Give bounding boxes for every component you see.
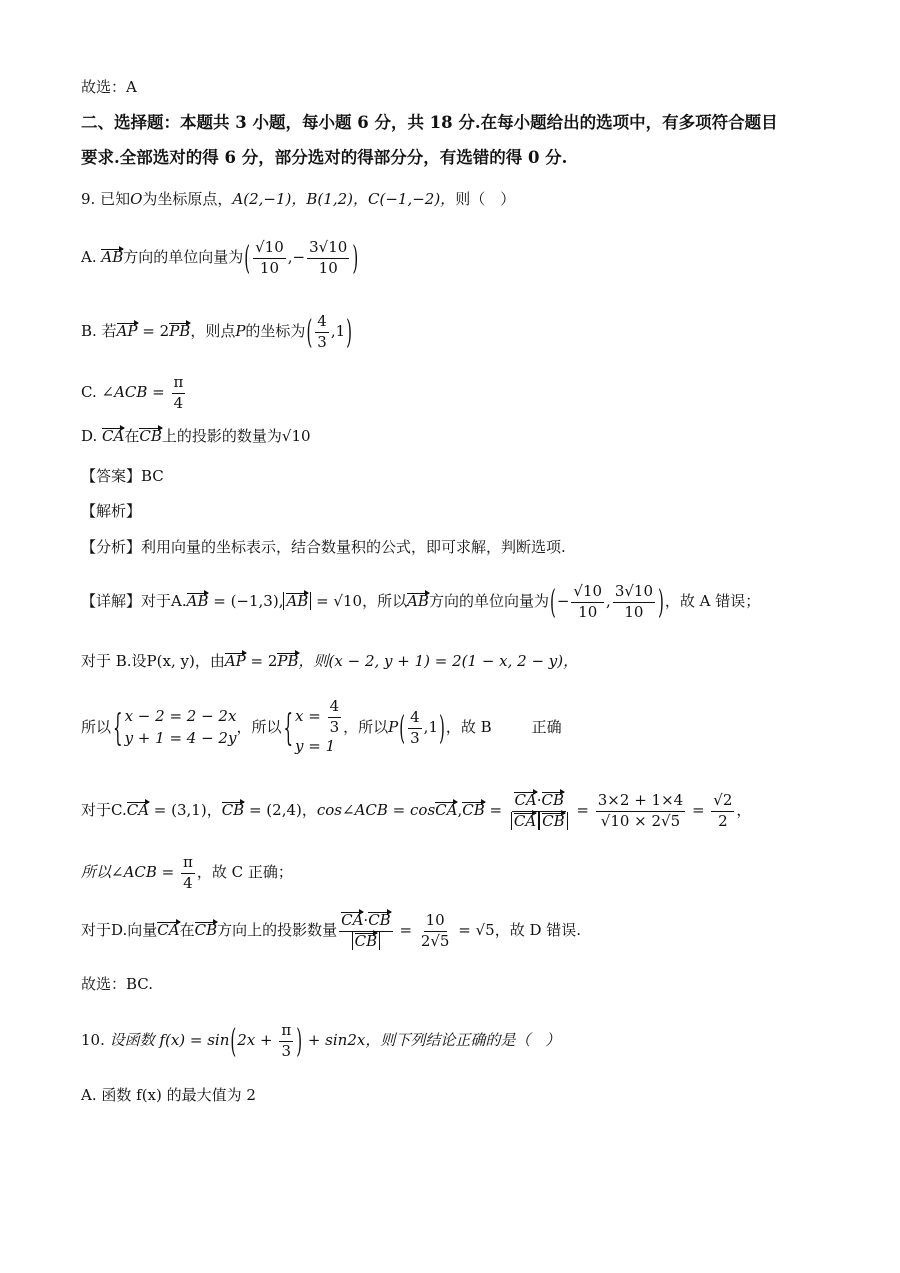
detail-a-line: 【详解】对于A.AB = (−1,3), AB = √10，所以AB方向的单位向量为(− $\frac{√10}{10}$ , $\frac{3√10}{10}$ )，故 A 错误；: [81, 582, 761, 622]
detail-a-abs: AB: [286, 592, 309, 610]
option-c-expr: ∠ACB =: [101, 383, 170, 401]
vector-pb: PB: [169, 322, 191, 340]
detail-b2-pre: 所以: [81, 718, 112, 736]
detail-a-len: = √10，所以: [311, 592, 408, 610]
q9-stem-end: 则（ ）: [455, 190, 516, 208]
detail-c-line: 对于C.CA = (3,1)，CB = (2,4)，cos∠ACB = cosCA,CB = $\frac{CA\cdot CB}{\text{CA CB}}$ = $\frac{3\times 2 + 1\times 4}{√10 \times 2√5}$ = $\frac{√2}{2}$ ，: [81, 791, 752, 830]
option-b-tail: ,1: [330, 322, 346, 340]
section-header-line1: 二、选择题：本题共 3 小题，每小题 6 分，共 18 分.在每小题给出的选项中，有多项符合题目: [81, 113, 778, 132]
detail-c-vec1: CA: [126, 801, 150, 819]
option-b-label: B.: [81, 322, 97, 340]
detail-b-vec1: AP: [224, 652, 246, 670]
detail-c2-end: ，故 C 正确；: [196, 863, 293, 881]
option-b-eq: = 2: [137, 322, 170, 340]
q9-point-a: A(2,−1)，: [232, 190, 307, 208]
section-header-line2: 要求.全部选对的得 6 分，部分选对的得部分分，有选错的得 0 分.: [81, 148, 568, 167]
detail-c-frac2: $\frac{3\times 2 + 1\times 4}{√10 \times 2√5}$: [597, 791, 684, 830]
frac-c: $\frac{\pi}{4}$: [173, 373, 184, 412]
detail-c-val1: = (3,1)，: [149, 801, 222, 819]
detail-c-val2: = (2,4)，: [244, 801, 317, 819]
option-d-value: √10: [281, 427, 311, 445]
detail-c-cv2: CB: [462, 801, 485, 819]
detail-a-text: 方向的单位向量为: [428, 592, 549, 610]
detail-c-vec2: CB: [221, 801, 245, 819]
detail-b2-end2: 正确: [531, 718, 562, 736]
detail-c2-pre: 所以∠ACB =: [81, 863, 180, 881]
detail-b2-line: 所以 { x − 2 = 2 − 2x y + 1 = 4 − 2y ，所以 { x = $\frac{4}{3}$ y = 1 ，所以P( $\frac{4}{3}$ ,1)，故 B 正确: [81, 695, 562, 760]
q9-stem: [81, 188, 515, 210]
option-c-label: C.: [81, 383, 97, 401]
detail-b2-tail: ,1: [423, 718, 438, 736]
q9-analysis: 【分析】利用向量的坐标表示，结合数量积的公式，即可求解，判断选项.: [81, 538, 566, 556]
detail-d-frac1: $\frac{CA\cdot CB}{CB}$: [341, 911, 391, 950]
q9-analysis-heading: 【解析】: [81, 502, 142, 520]
point-p: P: [235, 322, 246, 340]
detail-c-eq2: =: [571, 801, 594, 819]
option-b-text2: 的坐标为: [245, 322, 306, 340]
option-b-if: 若: [101, 322, 117, 340]
detail-b2-mid: ，所以: [236, 718, 282, 736]
detail-a-vec2: AB: [407, 592, 429, 610]
vector-cb: CB: [139, 427, 162, 445]
detail-a-end: ，故 A 错误；: [664, 592, 761, 610]
detail-b-then: ，则(x − 2, y + 1) = 2(1 − x, 2 − y)，: [298, 652, 579, 670]
q10-number: 10.: [81, 1031, 105, 1049]
detail-d-result: = √5: [453, 921, 495, 939]
q9-answer: 【答案】BC: [81, 467, 164, 485]
detail-c-cos: cos∠ACB = cos: [316, 801, 436, 819]
detail-b-vec2: PB: [277, 652, 299, 670]
detail-a-val: = (−1,3),: [208, 592, 284, 610]
q9-number: 9.: [81, 190, 96, 208]
q9-point-b: B(1,2)，: [306, 190, 368, 208]
detail-b-line: [81, 650, 578, 672]
detail-c-pre: 对于C.: [81, 801, 127, 819]
detail-c2-line: [81, 852, 293, 892]
vector-ca: CA: [102, 427, 125, 445]
detail-a-pre: 【详解】对于A.: [81, 592, 187, 610]
q10-stem-b: 2x +: [237, 1031, 278, 1049]
detail-a-frac2: $\frac{3√10}{10}$: [614, 582, 654, 621]
q9-option-c: [81, 373, 187, 412]
frac-b: $\frac{4}{3}$: [317, 312, 327, 351]
option-d-text: 上的投影的数量为: [161, 427, 282, 445]
q9-option-a: A. AB方向的单位向量为( $\frac{√10}{10}$ ,− $\frac{3√10}{10}$ ): [81, 238, 359, 278]
vector-ap: AP: [116, 322, 138, 340]
option-d-zai: 在: [124, 427, 140, 445]
detail-d-vec1: CA: [157, 921, 180, 939]
detail-b2-end: ，故 B: [445, 718, 492, 736]
detail-d-line: 对于D.向量CA在CB方向上的投影数量 $\frac{CA\cdot CB}{CB}$ = $\frac{10}{2√5}$ = √5，故 D 错误.: [81, 911, 582, 950]
frac-2: $\frac{3√10}{10}$: [309, 238, 348, 277]
detail-a-frac1: $\frac{√10}{10}$: [573, 582, 603, 621]
detail-c-eq3: =: [687, 801, 710, 819]
q9-stem-b: 为坐标原点，: [142, 190, 233, 208]
detail-b2-mid2: ，所以: [343, 718, 389, 736]
q9-option-b: B. 若AP = 2PB，则点P的坐标为( $\frac{4}{3}$ ,1): [81, 312, 353, 352]
detail-d-frac2: $\frac{10}{2√5}$: [420, 911, 450, 950]
option-a-comma: ,−: [287, 248, 306, 266]
q9-origin: O: [130, 190, 143, 208]
frac-1: $\frac{√10}{10}$: [255, 238, 284, 277]
system-2: x = $\frac{4}{3}$ y = 1: [295, 697, 340, 755]
q10-stem-a: 设函数 f(x) = sin: [109, 1031, 230, 1049]
detail-b2-frac: $\frac{4}{3}$: [410, 708, 420, 747]
detail-b2-p: P: [388, 718, 399, 736]
detail-a-vec: AB: [186, 592, 209, 610]
q10-stem-c: + sin2x，则下列结论正确的是（ ）: [303, 1031, 561, 1049]
detail-d-end: ，故 D 错误.: [494, 921, 582, 939]
q9-point-c: C(−1,−2)，: [368, 190, 456, 208]
detail-d-pre: 对于D.向量: [81, 921, 158, 939]
detail-b-eq: = 2: [245, 652, 278, 670]
detail-d-vec2: CB: [194, 921, 218, 939]
detail-c2-frac: $\frac{\pi}{4}$: [183, 853, 193, 892]
detail-c-frac1: $\frac{CA\cdot CB}{\text{CA CB}}$: [509, 792, 570, 830]
option-d-label: D.: [81, 427, 98, 445]
q10-frac: $\frac{\pi}{3}$: [281, 1021, 292, 1060]
q9-stem-a: 已知: [100, 190, 131, 208]
detail-b-pre: 对于 B.设P(x, y)，由: [81, 652, 225, 670]
detail-c-frac3: $\frac{√2}{2}$: [713, 791, 733, 830]
q9-option-d: [81, 425, 311, 447]
option-a-label: A.: [81, 248, 97, 266]
detail-c-eq1: =: [484, 801, 507, 819]
q10-stem: 10. 设函数 f(x) = sin(2x + $\frac{\pi}{3}$ ) + sin2x，则下列结论正确的是（ ）: [81, 1021, 561, 1061]
detail-d-text: 方向上的投影数量: [217, 921, 338, 939]
system-1: x − 2 = 2 − 2x y + 1 = 4 − 2y: [124, 707, 237, 747]
option-b-text: ，则点: [190, 322, 236, 340]
option-a-text: 方向的单位向量为: [123, 248, 244, 266]
q10-option-a: A. 函数 f(x) 的最大值为 2: [81, 1086, 256, 1104]
detail-d-zai: 在: [179, 921, 195, 939]
vector-ab: AB: [101, 248, 124, 266]
prev-answer-line: 故选：A: [81, 78, 137, 96]
q9-final: 故选：BC.: [81, 975, 154, 993]
detail-c-cv1: CA: [435, 801, 458, 819]
